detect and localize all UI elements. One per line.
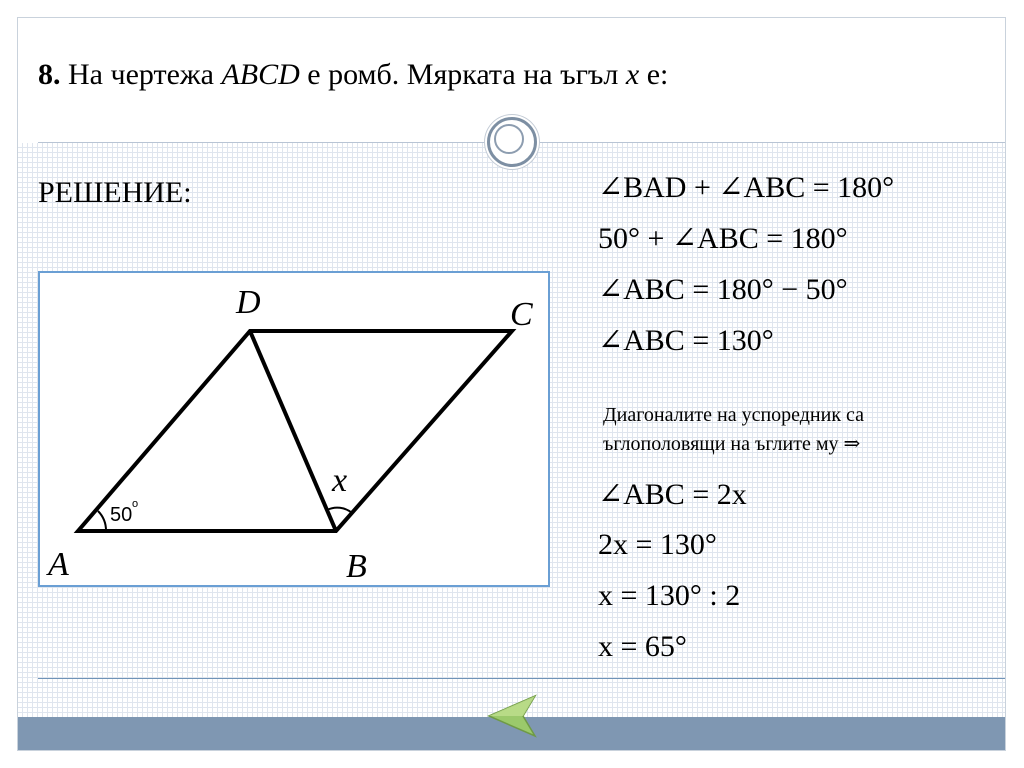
rhombus-figure xyxy=(38,271,550,587)
equation-5: ∠ABC = 2x xyxy=(598,478,747,511)
title-text-3: е: xyxy=(639,58,669,91)
equation-6: 2x = 130° xyxy=(598,528,717,561)
rhombus-drawing xyxy=(40,273,548,585)
solution-label: РЕШЕНИЕ: xyxy=(38,176,192,209)
bottom-divider xyxy=(38,678,1005,679)
degree-mark: o xyxy=(132,498,139,510)
diagonal-db xyxy=(250,331,336,531)
equation-1: ∠BAD + ∠ABC = 180° xyxy=(598,171,895,204)
vertex-b-label: B xyxy=(346,548,367,585)
title-variable: x xyxy=(625,58,640,91)
angle-a-arc xyxy=(98,511,106,531)
problem-number: 8. xyxy=(38,58,61,91)
problem-title xyxy=(38,58,668,92)
vertex-d-label: D xyxy=(236,284,261,321)
title-figure-name: ABCD xyxy=(221,58,300,91)
title-text-2: е ромб. Мярката на ъгъл xyxy=(299,58,626,91)
angle-x-label: x xyxy=(332,462,348,499)
angle-x-arc xyxy=(327,508,352,513)
equation-2: 50° + ∠ABC = 180° xyxy=(598,222,848,255)
equation-4: ∠ABC = 130° xyxy=(598,324,774,357)
theorem-note: Диагоналите на успоредник са ъглополовящи на ъглите му ⇒ xyxy=(603,404,865,455)
equation-7: x = 130° : 2 xyxy=(598,579,741,612)
title-text-1: На чертежа xyxy=(60,58,222,91)
angle-a-label: 50 xyxy=(110,504,133,526)
vertex-a-label: A xyxy=(48,546,69,583)
back-arrow-icon[interactable] xyxy=(485,686,545,746)
equation-8: x = 65° xyxy=(598,630,687,663)
equation-3: ∠ABC = 180° − 50° xyxy=(598,273,848,306)
circle-ornament-icon xyxy=(487,117,537,167)
vertex-c-label: C xyxy=(510,296,533,333)
